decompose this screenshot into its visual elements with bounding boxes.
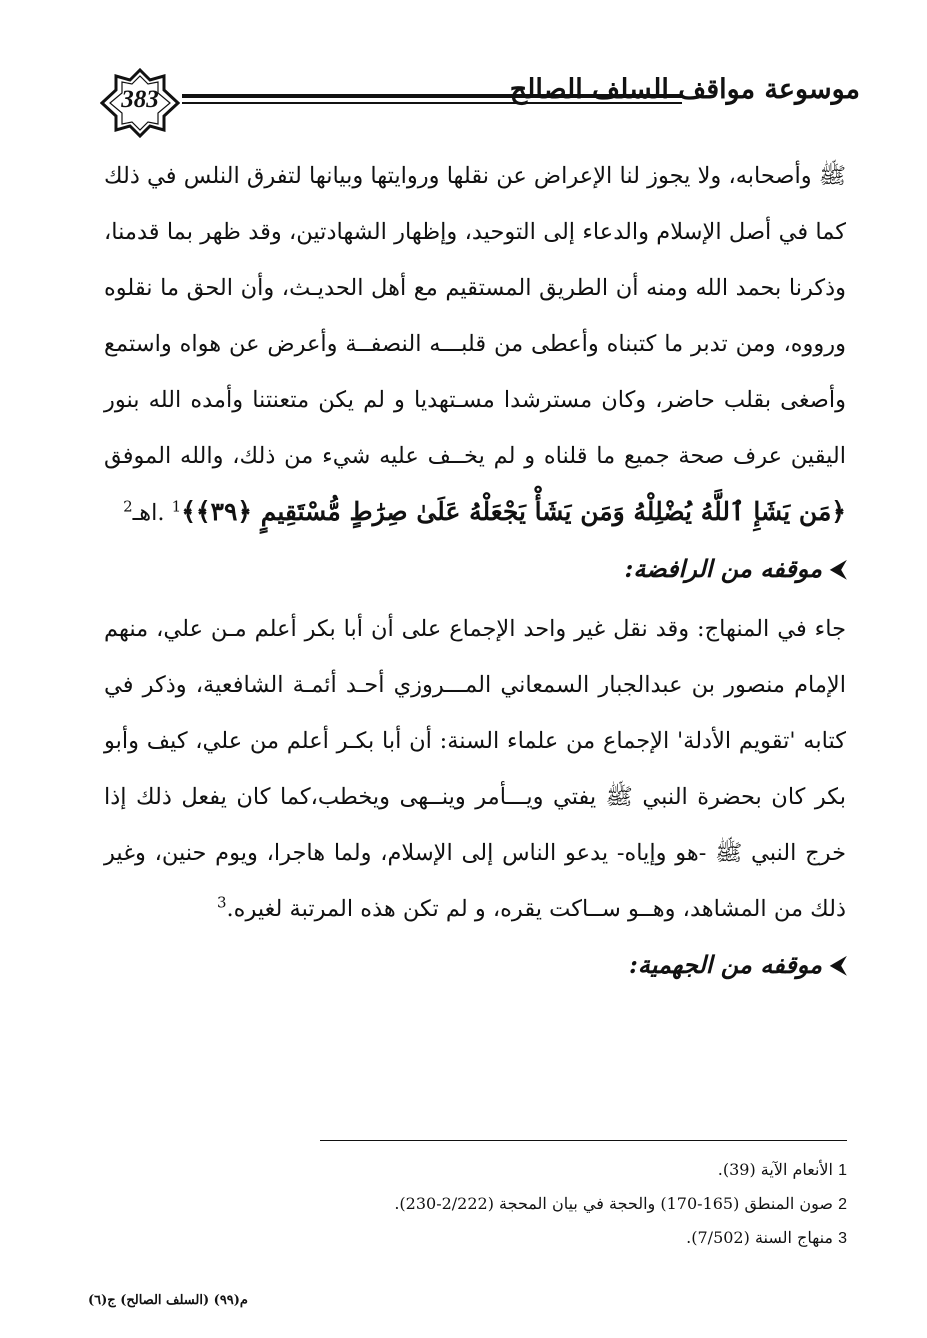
footnotes (320, 1140, 847, 1255)
footnote-text: منهاج السنة (7/502). (686, 1228, 833, 1247)
footnote-text: الأنعام الآية (39). (717, 1160, 833, 1179)
footnote-ref-1: 1 (171, 497, 182, 516)
section-heading-jahmiyya (104, 939, 846, 991)
footnote-2 (320, 1187, 847, 1221)
printer-signature: م(٩٩) (السلف الصالح) ج(٦) (88, 1293, 248, 1308)
section-heading-rafida (104, 543, 846, 595)
footnote-ref-2: 2 (123, 497, 133, 516)
section-heading-text: موقفه من الجهمية: (629, 950, 822, 979)
body-text (104, 148, 846, 997)
page-number-badge (100, 68, 180, 138)
footnote-1 (320, 1153, 847, 1187)
footnote-3 (320, 1221, 847, 1255)
arrow-bullet-icon: ⮜ (830, 952, 846, 978)
page-header (100, 68, 860, 140)
series-title: موسوعة مواقف السلف الصالح (509, 74, 860, 105)
section-heading-text: موقفه من الرافضة: (624, 554, 822, 583)
paragraph-1-text: ﷺ وأصحابه، ولا يجوز لنا الإعراض عن نقلها وروايتها وبيانها لتفرق النلس في ذلك كما في أصل الإسلام والدعاء إلى التوحيد، وإظهار الشهادتين، وقد ظهر بما قدمنا، وذكرنا بحمد الله ومنه أن الطريق المستقيم مع أهل الحديـث، وأن الحق ما نقلوه ورووه، ومن تدبر ما كتبناه وأعطى من قلبـــه النصفــة وأعرض عن هواه واستمع وأصغى بقلب حاضر، وكان مسترشدا مسـتهديا و لم يكن متعنتنا وأمده الله بنور اليقين عرف صحة جميع ما قلناه و لم يخــف عليه شيء من ذلك، والله الموفق (104, 163, 846, 469)
footnote-ref-3: 3 (216, 893, 227, 912)
paragraph-1 (104, 148, 846, 541)
footnote-number: 2 (838, 1196, 847, 1213)
quran-verse: ﴿مَن يَشَإِ ٱللَّهُ يُضْلِلْهُ وَمَن يَشَأْ يَجْعَلْهُ عَلَىٰ صِرَٰطٍ مُّسْتَقِيمٍ ﴿٣٩﴾﴾ (181, 497, 846, 526)
arrow-bullet-icon: ⮜ (830, 556, 846, 582)
footnote-text: صون المنطق (165-170) والحجة في بيان المحجة (2/222-230). (394, 1194, 833, 1213)
footnote-number: 3 (838, 1230, 847, 1247)
footnote-number: 1 (838, 1162, 847, 1179)
paragraph-2-text: جاء في المنهاج: وقد نقل غير واحد الإجماع على أن أبا بكر أعلم مـن علي، منهم الإمام منصور بن عبدالجبار السمعاني المـــروزي أحـد أئمـة الشافعية، وذكر في كتابه 'تقويم الأدلة' الإجماع من علماء السنة: أن أبا بكـر أعلم من علي، كيف وأبو بكر كان بحضرة النبي ﷺ يفتي ويـــأمر وينــهى ويخطب،كما كان يفعل ذلك إذا خرج النبي ﷺ -هو وإياه- يدعو الناس إلى الإسلام، ولما هاجرا، ويوم حنين، وغير ذلك من المشاهد، وهــو ســاكت يقره، و لم تكن هذه المرتبة لغيره. (104, 616, 846, 922)
page-number: 383 (121, 86, 159, 113)
paragraph-1-end: .اهـ (132, 500, 165, 526)
paragraph-2 (104, 601, 846, 937)
